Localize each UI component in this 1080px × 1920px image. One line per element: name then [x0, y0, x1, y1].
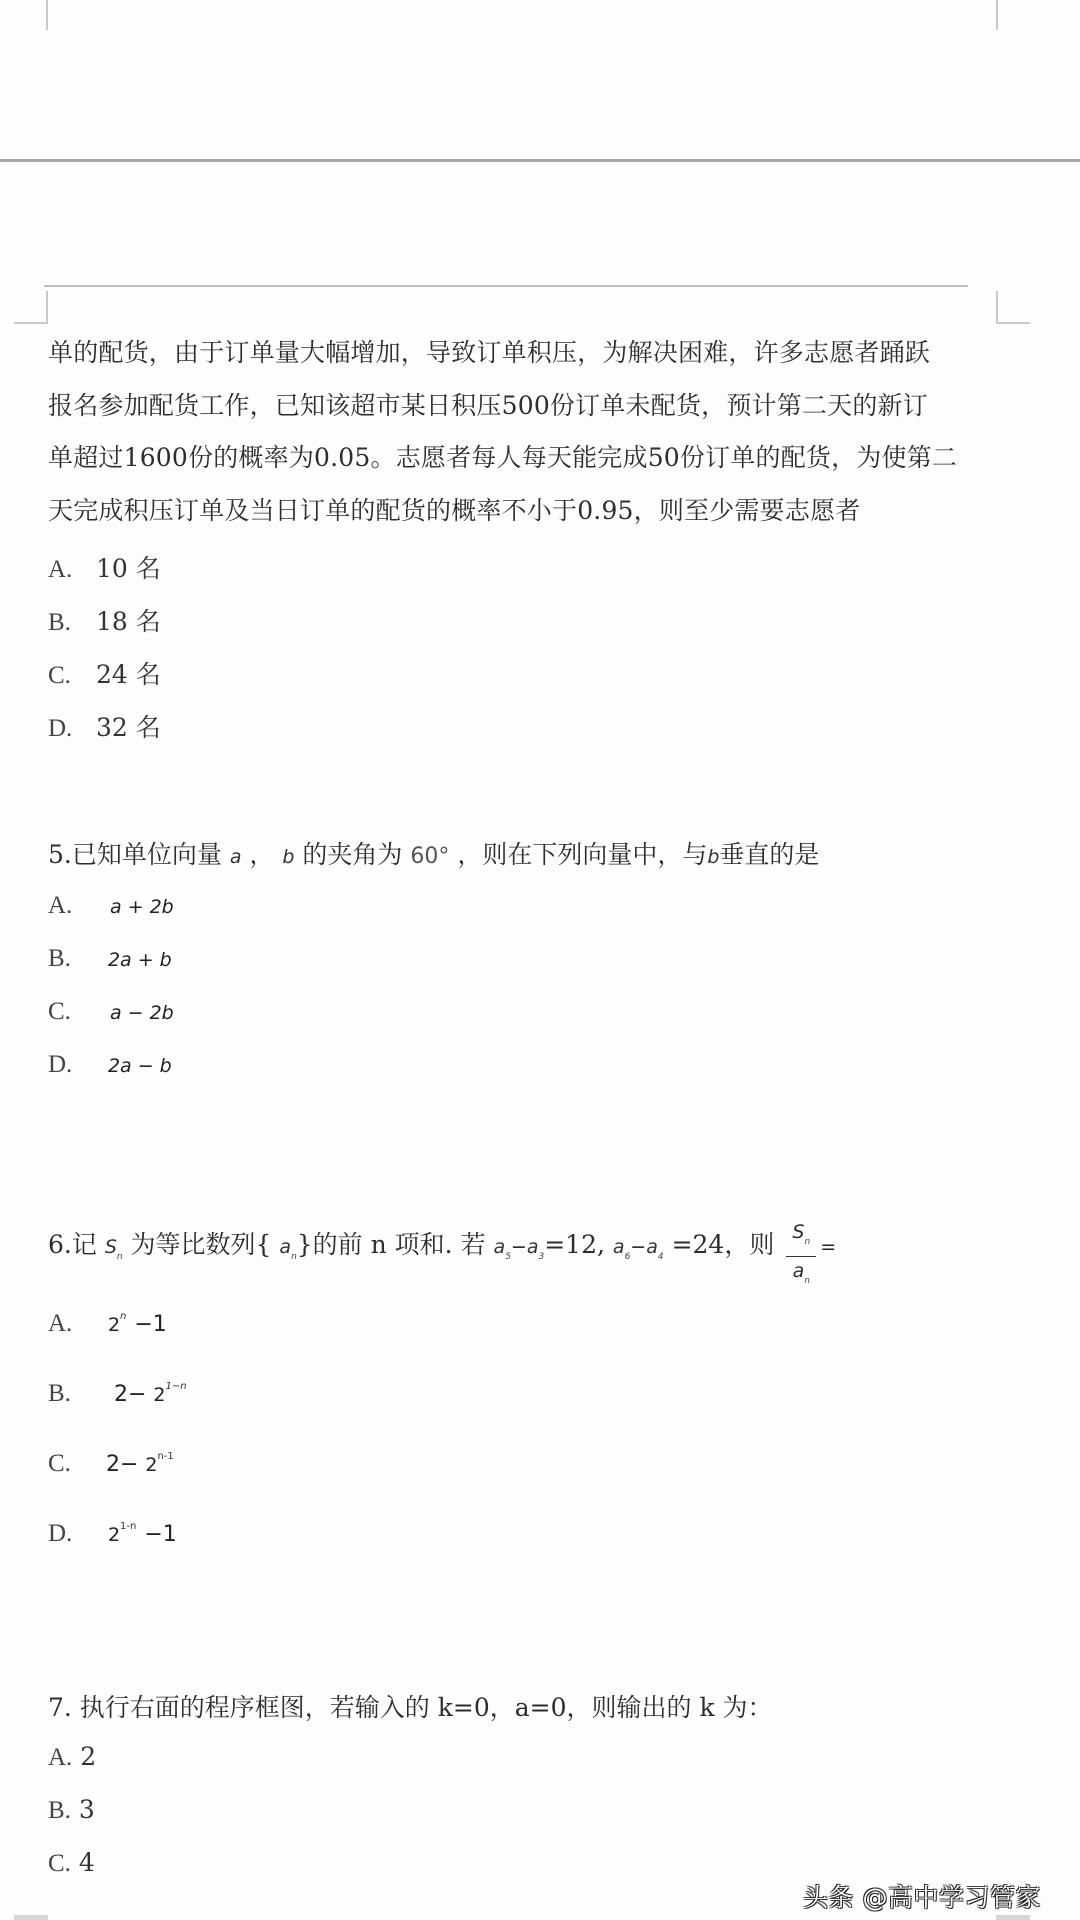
page-corner-mark: [996, 1915, 1030, 1920]
option-label: C.: [48, 998, 71, 1025]
option-expr: a − 2b: [109, 1002, 174, 1024]
question-5-option-a: [48, 890, 174, 920]
question-4-text: [48, 327, 1008, 537]
question-5-title: 5.已知单位向量 a ， b 的夹角为 60° ，则在下列向量中，与b垂直的是: [48, 840, 820, 869]
option-label: C.: [48, 662, 71, 689]
question-6-option-c: C. $2- 2^{n-1}$: [48, 1450, 174, 1477]
math-var: S: [104, 1236, 117, 1258]
math-var: b: [282, 846, 295, 868]
option-label: C.: [48, 1450, 71, 1477]
math-var: a: [279, 1236, 292, 1258]
option-text: 32 名: [95, 713, 161, 742]
header-rule: [44, 285, 968, 287]
text-line: 单超过1600份的概率为0.05。志愿者每人每天能完成50份订单的配货，为使第二: [48, 443, 958, 472]
option-label: A.: [48, 556, 73, 583]
page-corner-mark: [14, 322, 48, 324]
question-7-option-c: [48, 1848, 95, 1878]
question-6-option-a: A. 2$^n$ −1: [48, 1310, 167, 1337]
option-text: 2: [80, 1742, 97, 1771]
option-label: B.: [48, 1380, 71, 1407]
question-7-option-b: [48, 1795, 95, 1825]
page-corner-mark: [996, 291, 998, 324]
option-text: 18 名: [95, 607, 161, 636]
option-label: A.: [48, 1744, 73, 1771]
question-4-option-b: [48, 602, 161, 638]
option-expr: a + 2b: [109, 896, 174, 918]
angle-value: 60°: [410, 844, 450, 869]
option-text: 24 名: [95, 660, 161, 689]
question-5-option-b: [48, 943, 172, 973]
option-label: B.: [48, 1797, 71, 1824]
page-separator: [0, 159, 1080, 162]
option-text: 4: [78, 1848, 95, 1877]
text-line: 报名参加配货工作，已知该超市某日积压500份订单未配货，预计第二天的新订: [48, 390, 928, 420]
question-4-option-d: [48, 708, 161, 744]
text-line: 单的配货，由于订单量大幅增加，导致订单积压，为解决困难，许多志愿者踊跃: [48, 338, 931, 367]
option-text: 3: [78, 1795, 95, 1824]
question-6-option-b: B. $2- 2^{1-n}$: [48, 1380, 187, 1407]
question-5-option-d: [48, 1049, 172, 1079]
page-corner-mark: [14, 1915, 48, 1920]
option-label: A.: [48, 1310, 73, 1337]
question-6-option-d: D. 2$^{1-n}$ −1: [48, 1520, 177, 1547]
option-text: 10 名: [95, 554, 161, 583]
watermark: 头条 @高中学习管家: [803, 1883, 1041, 1912]
option-label: D.: [48, 1520, 73, 1547]
question-7-title: 7. 执行右面的程序框图，若输入的 k=0，a=0，则输出的 k 为：: [48, 1693, 773, 1722]
option-label: C.: [48, 1850, 71, 1877]
option-expr: 2a + b: [107, 949, 172, 971]
question-5-option-c: [48, 996, 174, 1026]
option-label: B.: [48, 609, 71, 636]
question-4-option-c: [48, 655, 161, 691]
page-corner-mark: [46, 291, 48, 324]
option-expr: 2a − b: [107, 1055, 172, 1077]
fraction-sn-over-an: $\frac{S_n}{a_n}$: [786, 1220, 816, 1293]
option-label: D.: [48, 1051, 73, 1078]
option-label: B.: [48, 945, 71, 972]
page-corner-mark: [996, 0, 998, 30]
text-line: 天完成积压订单及当日订单的配货的概率不小于0.95，则至少需要志愿者: [48, 495, 861, 525]
question-7-option-a: [48, 1742, 96, 1772]
option-label: A.: [48, 892, 73, 919]
question-6-title: 6.记 $S_n$ 为等比数列{ $a_n$}的前 n 项和. 若 $a_5-a_3=12$, $a_6-a_4 =24$，则 $\frac{S_n}{a_n}$ =: [48, 1210, 836, 1283]
math-var: a: [229, 846, 242, 868]
question-4-option-a: [48, 549, 161, 585]
page-corner-mark: [46, 0, 48, 30]
page-corner-mark: [996, 322, 1030, 324]
math-var: b: [707, 846, 720, 868]
option-label: D.: [48, 715, 73, 742]
